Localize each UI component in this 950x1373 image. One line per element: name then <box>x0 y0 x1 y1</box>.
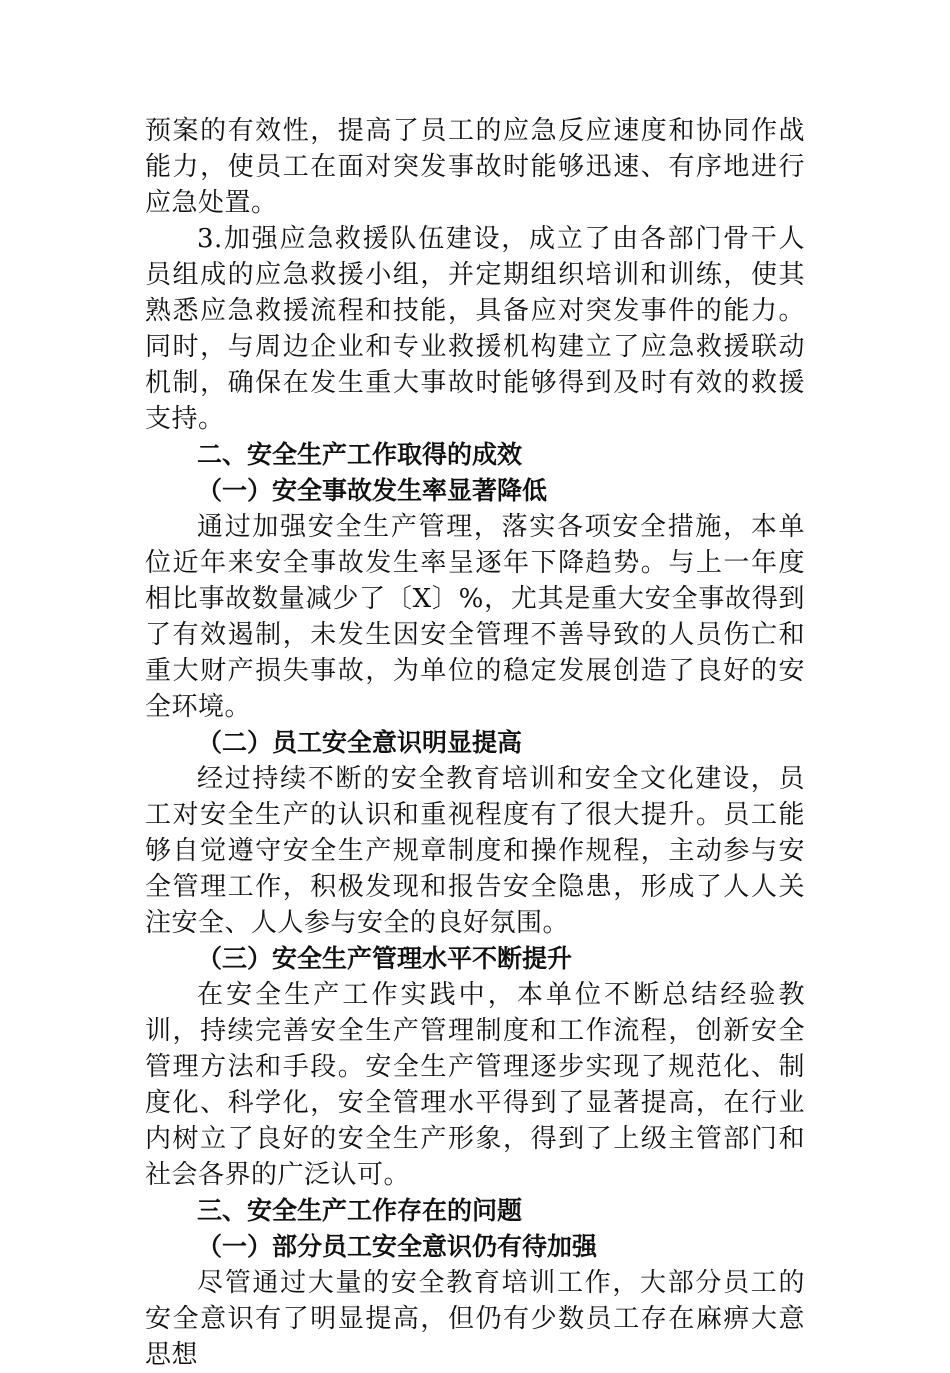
paragraph-intro: 预案的有效性，提高了员工的应急反应速度和协同作战能力，使员工在面对突发事故时能够迅速、有序地进行应急处置。 <box>145 116 805 218</box>
subheading-2-1: （一）安全事故发生率显著降低 <box>197 476 548 505</box>
paragraph-2-1: 通过加强安全生产管理，落实各项安全措施，本单位近年来安全事故发生率呈逐年下降趋势。与上一年度相比事故数量减少了〔X〕%，尤其是重大安全事故得到了有效遏制，未发生因安全管理不善导致的人员伤亡和重大财产损失事故，为单位的稳定发展创造了良好的安全环境。 <box>145 512 805 722</box>
section-heading-2: 二、安全生产工作取得的成效 <box>197 440 523 469</box>
paragraph-2-2: 经过持续不断的安全教育培训和安全文化建设，员工对安全生产的认识和重视程度有了很大提升。员工能够自觉遵守安全生产规章制度和操作规程，主动参与安全管理工作，积极发现和报告安全隐患，形成了人人关注安全、人人参与安全的良好氛围。 <box>145 764 805 938</box>
subheading-2-3: （三）安全生产管理水平不断提升 <box>197 944 573 973</box>
paragraph-2-3: 在安全生产工作实践中，本单位不断总结经验教训，持续完善安全生产管理制度和工作流程，创新安全管理方法和手段。安全生产管理逐步实现了规范化、制度化、科学化，安全管理水平得到了显著提高，在行业内树立了良好的安全生产形象，得到了上级主管部门和社会各界的广泛认可。 <box>145 980 805 1190</box>
subheading-3-1: （一）部分员工安全意识仍有待加强 <box>197 1232 598 1261</box>
document-page <box>145 113 805 1373</box>
subheading-2-2: （二）员工安全意识明显提高 <box>197 728 523 757</box>
section-heading-3: 三、安全生产工作存在的问题 <box>197 1196 523 1225</box>
paragraph-3-1: 尽管通过大量的安全教育培训工作，大部分员工的安全意识有了明显提高，但仍有少数员工存在麻痹大意思想 <box>145 1268 805 1370</box>
paragraph-item-3: 3.加强应急救援队伍建设，成立了由各部门骨干人员组成的应急救援小组，并定期组织培训和训练，使其熟悉应急救援流程和技能，具备应对突发事件的能力。同时，与周边企业和专业救援机构建立了应急救援联动机制，确保在发生重大事故时能够得到及时有效的救援支持。 <box>145 224 805 434</box>
